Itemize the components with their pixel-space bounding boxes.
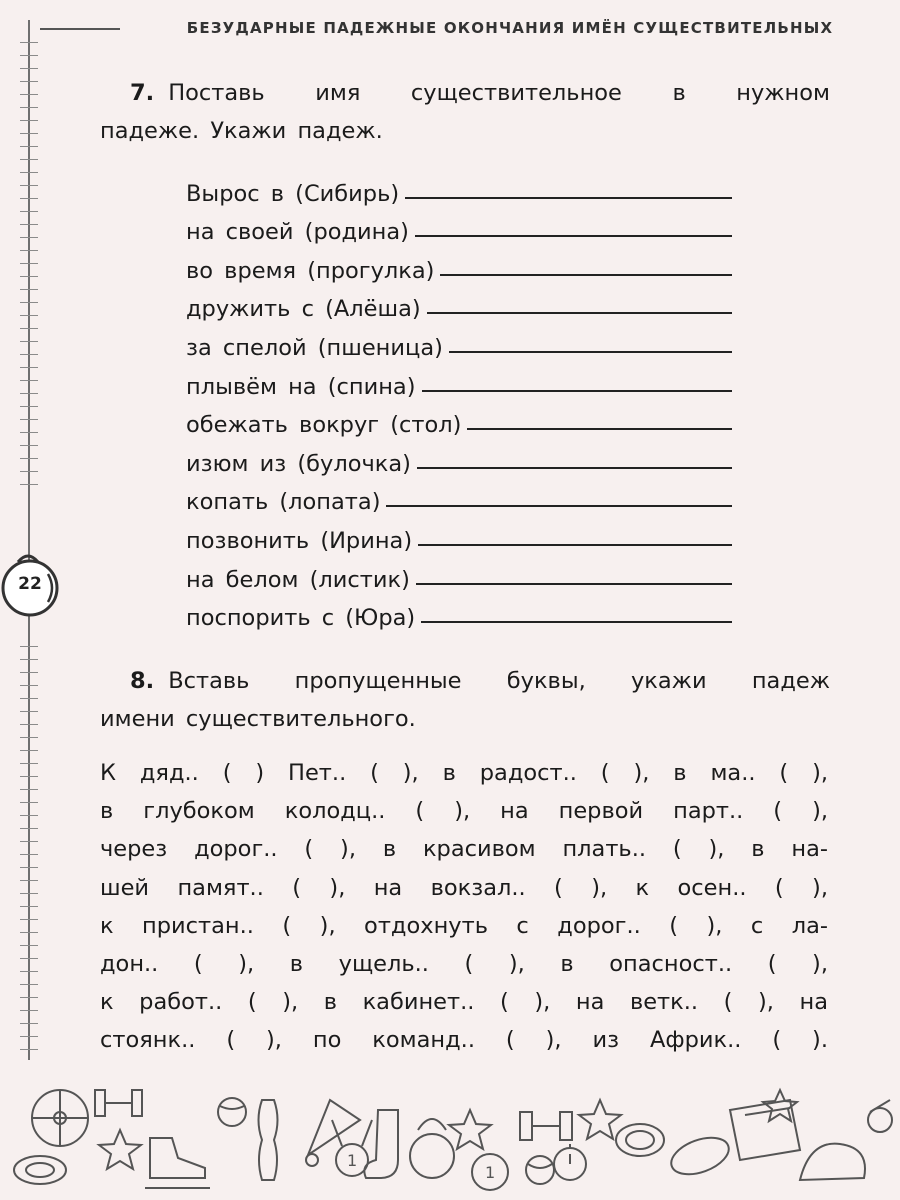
sports-doodle-border: [0, 1060, 900, 1200]
item-phrase: на белом (листик): [186, 566, 410, 593]
list-item: [186, 245, 732, 284]
star-icon: [579, 1100, 621, 1139]
list-item: [186, 554, 732, 593]
exercise-line: дон.. ( ), в ущель.. ( ), в опасност.. ( ),: [100, 951, 828, 978]
exercise-line: к пристан.. ( ), отдохнуть с дорог.. ( ), с ла-: [100, 912, 828, 939]
list-item: [186, 477, 732, 516]
task7-number: 7.: [130, 80, 155, 106]
rosette-medal-icon: [472, 1154, 508, 1190]
sock-icon: [364, 1110, 398, 1178]
jump-rope-icon: [14, 1156, 66, 1184]
exercise-line: К дяд.. ( ) Пет.. ( ), в радост.. ( ), в ма.. ( ),: [100, 760, 828, 786]
page-number: 22: [18, 574, 42, 594]
left-chain-border-top: [20, 36, 38, 496]
bicycle-wheel-icon: [32, 1090, 88, 1146]
answer-blank[interactable]: [417, 466, 732, 469]
item-phrase: дружить с (Алёша): [186, 296, 421, 323]
task8-instructions: [100, 662, 830, 738]
task8-text-line1: Вставь пропущенные буквы, укажи падеж: [168, 668, 830, 694]
answer-blank[interactable]: [416, 582, 732, 585]
exercise-line: стоянк.. ( ), по команд.. ( ), из Африк.. ( ).: [100, 1027, 828, 1054]
task7-instructions: [100, 74, 830, 150]
item-phrase: копать (лопата): [186, 489, 381, 516]
item-phrase: обежать вокруг (стол): [186, 412, 462, 439]
header-title: БЕЗУДАРНЫЕ ПАДЕЖНЫЕ ОКОНЧАНИЯ ИМЁН СУЩЕСТВИТЕЛЬНЫХ: [177, 19, 844, 37]
star-icon: [449, 1110, 491, 1149]
answer-blank[interactable]: [386, 504, 732, 507]
ice-skate-icon: [145, 1138, 210, 1188]
rugby-ball-icon: [666, 1131, 733, 1182]
goggles-icon: [616, 1124, 664, 1156]
list-item: [186, 322, 732, 361]
header: [120, 14, 900, 42]
item-phrase: поспорить с (Юра): [186, 605, 416, 632]
exercise-line: к работ.. ( ), в кабинет.. ( ), на ветк.. ( ), на: [100, 989, 828, 1016]
answer-blank[interactable]: [422, 389, 733, 392]
answer-blank[interactable]: [418, 543, 732, 546]
answer-blank[interactable]: [415, 234, 732, 237]
item-phrase: плывём на (спина): [186, 373, 416, 400]
kettlebell-icon: [410, 1119, 454, 1178]
answer-blank[interactable]: [467, 427, 732, 430]
dumbbell-icon: [95, 1090, 142, 1116]
list-item: [186, 168, 732, 207]
list-item: [186, 207, 732, 246]
list-item: [186, 284, 732, 323]
list-item: [186, 593, 732, 632]
task7-fill-list: [186, 168, 732, 631]
list-item: [186, 515, 732, 554]
task7-text-line1: Поставь имя существительное в нужном: [168, 80, 830, 106]
svg-text:1: 1: [485, 1163, 496, 1182]
ball-icon: [526, 1156, 554, 1184]
item-phrase: во время (прогулка): [186, 257, 435, 284]
answer-blank[interactable]: [427, 311, 732, 314]
tennis-ball-icon: [218, 1098, 246, 1126]
item-phrase: Вырос в (Сибирь): [186, 180, 400, 207]
exercise-line: шей памят.. ( ), на вокзал.. ( ), к осен.. ( ),: [100, 874, 828, 901]
boxing-glove-icon: [800, 1144, 865, 1180]
answer-blank[interactable]: [449, 350, 732, 353]
svg-text:1: 1: [347, 1151, 358, 1170]
item-phrase: изюм из (булочка): [186, 450, 411, 477]
stopwatch-icon: [554, 1144, 586, 1180]
bowling-pin-icon: [259, 1100, 278, 1180]
whistle-icon: [868, 1100, 892, 1132]
star-icon: [99, 1130, 141, 1169]
answer-blank[interactable]: [421, 620, 732, 623]
star-icon: [763, 1090, 797, 1121]
list-item: [186, 361, 732, 400]
list-item: [186, 438, 732, 477]
list-item: [186, 400, 732, 439]
exercise-line: в глубоком колодц.. ( ), на первой парт.. ( ),: [100, 798, 828, 825]
task8-exercise-text: [100, 754, 828, 1060]
answer-blank[interactable]: [405, 196, 732, 199]
task8-text-line2: имени существительного.: [100, 706, 416, 732]
dumbbell-icon: [520, 1112, 572, 1140]
item-phrase: на своей (родина): [186, 219, 409, 246]
item-phrase: позвонить (Ирина): [186, 527, 413, 554]
item-phrase: за спелой (пшеница): [186, 334, 443, 361]
left-chain-border-bottom: [20, 640, 38, 1060]
task7-text-line2: падеже. Укажи падеж.: [100, 118, 383, 144]
task8-number: 8.: [130, 668, 155, 694]
answer-blank[interactable]: [440, 273, 732, 276]
exercise-line: через дорог.. ( ), в красивом плать.. ( ), в на-: [100, 836, 828, 863]
